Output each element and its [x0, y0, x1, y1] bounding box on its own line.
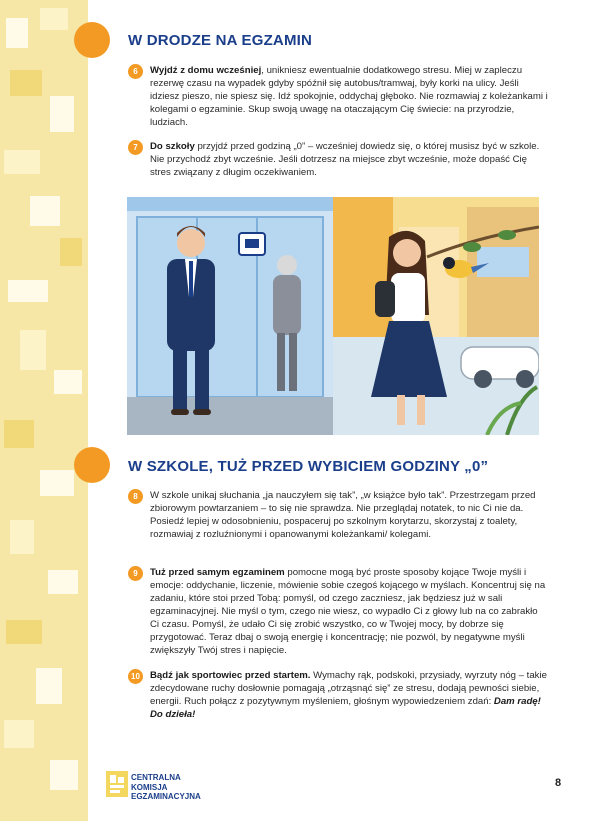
item-body: przyjdź przed godziną „0” – wcześniej dowiedz się, o której musisz być w szkole. Nie przychodź zbyt wcześnie. Jeśli dotrzesz na miejsce zbyt wcześnie, może dopaść Cię stres związany z długim oczekiwaniem. — [150, 141, 540, 178]
item-bold-lead: Do szkoły — [150, 141, 195, 152]
section-bullet-decoration — [74, 447, 110, 483]
item-text — [150, 669, 548, 721]
list-item — [128, 489, 548, 541]
item-number-badge: 7 — [128, 140, 143, 155]
org-line: CENTRALNA — [131, 773, 181, 782]
cke-logo — [106, 771, 128, 797]
commute-illustration — [127, 197, 539, 435]
decorative-side-strip — [0, 0, 88, 821]
item-emphasis: Dam radę! Do dzieła! — [150, 696, 541, 720]
item-number-badge: 8 — [128, 489, 143, 504]
item-number-badge: 9 — [128, 566, 143, 581]
page-number: 8 — [555, 777, 562, 789]
list-item — [128, 140, 548, 179]
item-bold-lead: Wyjdź z domu wcześniej — [150, 65, 262, 76]
item-number-badge: 6 — [128, 64, 143, 79]
list-item — [128, 64, 548, 129]
item-text — [150, 64, 548, 129]
item-number-badge: 10 — [128, 669, 143, 684]
item-text — [150, 566, 548, 657]
organization-name — [131, 773, 201, 802]
item-body: , unikniesz ewentualnie dodatkowego stresu. Miej w zapleczu rezerwę czasu na wypadek gdyby spóźnił się autobus/tramwaj, były korki na ulicy. Jeśli idziesz pieszo, nie spiesz się. Idź spokojnie, oddychaj głęboko. Nie rozmawiaj z koleżankami i kolegami o egzaminie. Skup swoją uwagę na otaczającym Cię świecie: na przyrodzie, ludziach. — [150, 65, 548, 128]
list-item — [128, 566, 548, 657]
org-line: KOMISJA — [131, 782, 168, 792]
item-body: W szkole unikaj słuchania „ja nauczyłem się tak”, „w książce było tak”. Przestrzegam przed zbiorowym powtarzaniem – to się nie sprawdza. Nie przeglądaj notatek, to nic Ci nie da. Posiedź lepiej w odosobnieniu, pospaceruj po szkolnym korytarzu, skorzystaj z toalety, rozmawiaj z rozluźnionymi i opanowanymi koleżankami/ kolegami. — [150, 490, 536, 540]
item-text — [150, 489, 548, 541]
section-heading: W SZKOLE, TUŻ PRZED WYBICIEM GODZINY „0” — [128, 458, 489, 475]
item-bold-lead: Tuż przed samym egzaminem — [150, 567, 285, 578]
list-item — [128, 669, 548, 721]
section-bullet-decoration — [74, 22, 110, 58]
section-heading: W DRODZE NA EGZAMIN — [128, 32, 313, 49]
item-body: Wymachy rąk, podskoki, przysiady, wyrzuty nóg – takie zdecydowane ruchy dosłownie pomagają „otrząsnąć się” ze stresu, dodają pewności siebie, energii. Ruch połącz z pozytywnym myśleniem, głośnym wypowiedzeniem zdań: — [150, 670, 547, 707]
org-line: EGZAMINACYJNA — [131, 792, 201, 801]
item-bold-lead: Bądź jak sportowiec przed startem. — [150, 670, 311, 681]
item-text — [150, 140, 548, 179]
item-body: pomocne mogą być proste sposoby kojące Twoje myśli i emocje: oddychanie, liczenie, mówienie sobie czegoś kojącego w myślach. Koncentruj się na zadaniu, które stoi przed Tobą: pomyśl, od czego zaczniesz, jak będziesz już w sali egzaminacyjnej. Nie myśl o tym, czego nie wiesz, co wypadło Ci z głowy lub na co zabrakło Ci czasu. Pomyśl, że udało Ci się zrobić wszystko, co w Twojej mocy, by dobrze się przygotować. Teraz dbaj o swoją energię i koncentrację; nie pozwól, by negatywne myśli zwiększyły Twój stres i napięcie. — [150, 567, 546, 656]
